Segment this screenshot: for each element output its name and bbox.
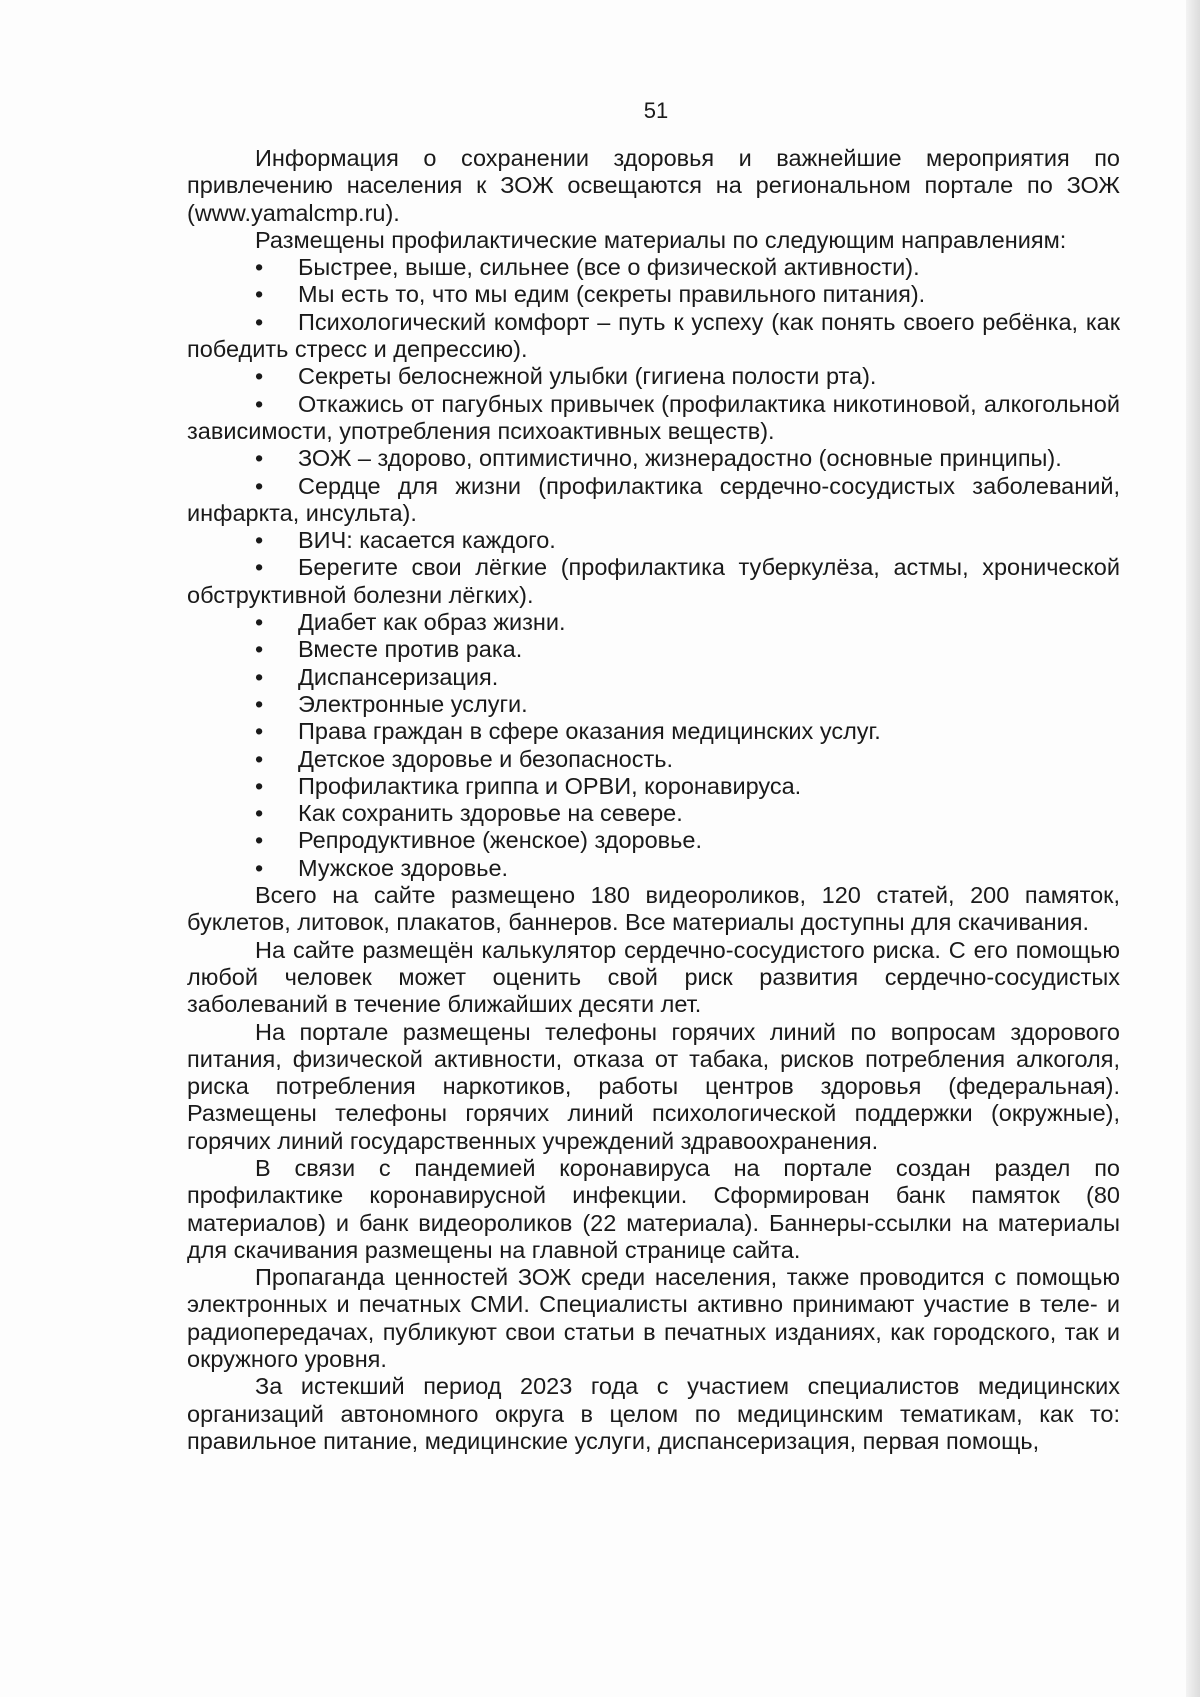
list-item-text: Права граждан в сфере оказания медицинских услуг. [298, 718, 881, 745]
paragraph-site-stats: Всего на сайте размещено 180 видеороликов, 120 статей, 200 памяток, буклетов, литовок, плакатов, баннеров. Все материалы доступны для скачивания. [187, 882, 1120, 936]
list-item [187, 636, 1120, 663]
list-item-text: Психологический комфорт – путь к успеху (как понять своего ребёнка, как победить стресс и депрессию). [187, 308, 1120, 363]
list-item [187, 363, 1120, 390]
list-item-text: Сердце для жизни (профилактика сердечно-сосудистых заболеваний, инфаркта, инсульта). [187, 472, 1120, 526]
list-item-text: Мужское здоровье. [298, 854, 509, 881]
paragraph-portal-info: Информация о сохранении здоровья и важнейшие мероприятия по привлечению населения к ЗОЖ освещаются на региональном портале по ЗОЖ (www.yamalcmp.ru). [187, 145, 1120, 226]
bullet-icon: • [255, 363, 264, 390]
list-item [187, 827, 1120, 854]
bullet-icon: • [255, 827, 264, 854]
bullet-icon: • [255, 390, 264, 417]
list-item [187, 554, 1120, 609]
bullet-icon: • [255, 445, 264, 472]
list-item [187, 309, 1120, 364]
list-item [187, 691, 1120, 718]
list-item [187, 254, 1120, 281]
list-item-text: Берегите свои лёгкие (профилактика туберкулёза, астмы, хронической обструктивной болезни лёгких). [187, 554, 1120, 608]
paragraph-risk-calculator: На сайте размещён калькулятор сердечно-сосудистого риска. С его помощью любой человек может оценить свой риск развития сердечно-сосудистых заболеваний в течение ближайших десяти лет. [187, 936, 1120, 1018]
bullet-icon: • [255, 772, 264, 799]
list-item [187, 527, 1120, 554]
list-item [187, 718, 1120, 745]
bullet-list [187, 254, 1120, 882]
list-item [187, 609, 1120, 636]
list-item-text: Профилактика гриппа и ОРВИ, коронавируса. [298, 772, 802, 799]
page-edge-shadow [1186, 0, 1200, 1697]
paragraph-materials-intro: Размещены профилактические материалы по следующим направлениям: [255, 226, 1067, 253]
bullet-icon: • [255, 690, 264, 717]
bullet-icon: • [255, 308, 264, 335]
list-item [187, 773, 1120, 800]
bullet-icon: • [255, 663, 264, 690]
list-item-text: Мы есть то, что мы едим (секреты правильного питания). [298, 281, 926, 308]
list-item-text: Быстрее, выше, сильнее (все о физической активности). [298, 254, 920, 281]
list-item [187, 800, 1120, 827]
list-item [187, 746, 1120, 773]
bullet-icon: • [255, 718, 264, 745]
bullet-icon: • [255, 281, 264, 308]
bullet-icon: • [255, 254, 264, 281]
list-item [187, 473, 1120, 528]
bullet-icon: • [255, 854, 264, 881]
list-item [187, 664, 1120, 691]
bullet-icon: • [255, 609, 264, 636]
list-item-text: Вместе против рака. [298, 636, 523, 663]
document-body [187, 145, 1120, 1455]
list-item-text: Диабет как образ жизни. [298, 609, 566, 636]
paragraph-period-2023: За истекший период 2023 года с участием специалистов медицинских организаций автономного округа в целом по медицинским тематикам, как то: правильное питание, медицинские услуги, диспансеризация, первая помощь, [187, 1373, 1120, 1454]
page-number: 51 [643, 98, 669, 123]
list-item [187, 445, 1120, 472]
paragraph-coronavirus-section: В связи с пандемией коронавируса на портале создан раздел по профилактике коронавирусной инфекции. Сформирован банк памяток (80 материалов) и банк видеороликов (22 материала). Баннеры-ссылки на материалы для скачивания размещены на главной странице сайта. [187, 1154, 1120, 1263]
list-item [187, 391, 1120, 446]
list-item-text: Как сохранить здоровье на севере. [298, 800, 683, 827]
bullet-icon: • [255, 800, 264, 827]
list-item-text: Диспансеризация. [298, 663, 499, 690]
bullet-icon: • [255, 745, 264, 772]
paragraph-hotlines: На портале размещены телефоны горячих линий по вопросам здорового питания, физической активности, отказа от табака, рисков потребления алкоголя, риска потребления наркотиков, работы центров здоровья (федеральная). Размещены телефоны горячих линий психологической поддержки (окружные), горячих линий государственных учреждений здравоохранения. [187, 1018, 1120, 1154]
list-item-text: Секреты белоснежной улыбки (гигиена полости рта). [298, 363, 877, 390]
list-item-text: ВИЧ: касается каждого. [298, 527, 556, 554]
list-item-text: Электронные услуги. [298, 690, 528, 717]
bullet-icon: • [255, 527, 264, 554]
list-item [187, 281, 1120, 308]
list-item-text: Репродуктивное (женское) здоровье. [298, 827, 702, 854]
bullet-icon: • [255, 636, 264, 663]
list-item-text: ЗОЖ – здорово, оптимистично, жизнерадостно (основные принципы). [298, 445, 1062, 472]
bullet-icon: • [255, 554, 264, 581]
list-item-text: Детское здоровье и безопасность. [298, 745, 674, 772]
list-item [187, 855, 1120, 882]
list-item-text: Откажись от пагубных привычек (профилактика никотиновой, алкогольной зависимости, употребления психоактивных веществ). [187, 390, 1120, 444]
paragraph-media-propaganda: Пропаганда ценностей ЗОЖ среди населения, также проводится с помощью электронных и печатных СМИ. Специалисты активно принимают участие в теле- и радиопередачах, публикуют свои статьи в печатных изданиях, как городского, так и окружного уровня. [187, 1264, 1120, 1373]
bullet-icon: • [255, 472, 264, 499]
